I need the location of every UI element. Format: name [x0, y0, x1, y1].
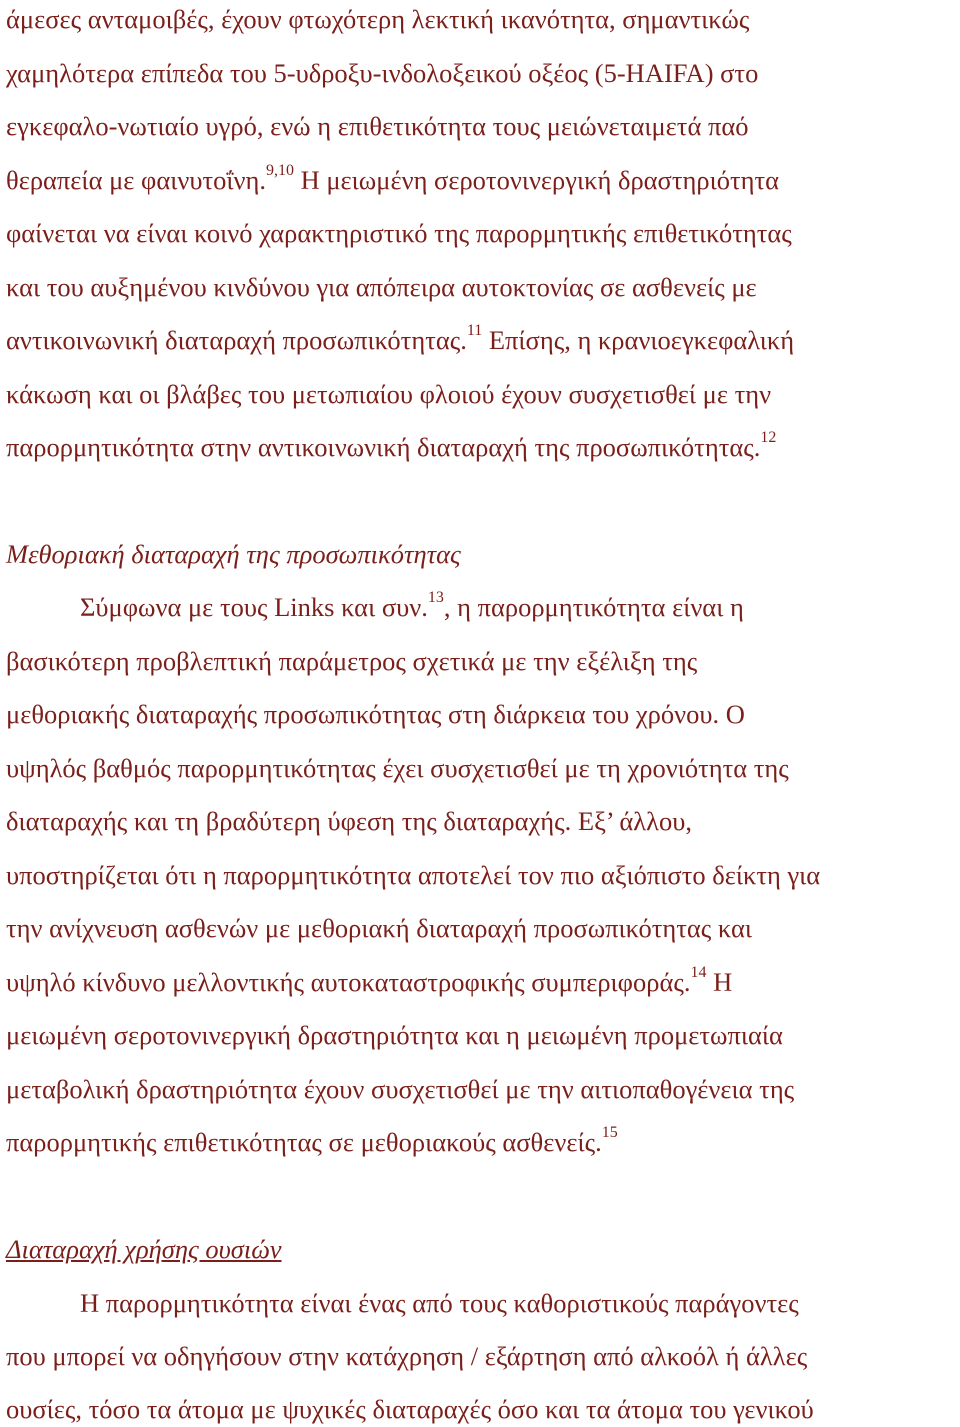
text-line: κάκωση και οι βλάβες του μετωπιαίου φλοιού έχουν συσχετισθεί με την: [6, 379, 772, 409]
text-line: βασικότερη προβλεπτική παράμετρος σχετικά με την εξέλιξη της: [6, 646, 698, 676]
text-line: [6, 163, 779, 197]
text-line: μεθοριακής διαταραχής προσωπικότητας στη διάρκεια του χρόνου. Ο: [6, 699, 745, 729]
text-span: Επίσης, η κρανιοεγκεφαλική: [482, 325, 795, 355]
text-span: υψηλό κίνδυνο μελλοντικής αυτοκαταστροφικής συμπεριφοράς.: [6, 967, 691, 997]
text-line: [6, 430, 776, 464]
text-line: υποστηρίζεται ότι η παρορμητικότητα αποτελεί τον πιο αξιόπιστο δείκτη για: [6, 860, 821, 890]
text-line: φαίνεται να είναι κοινό χαρακτηριστικό της παρορμητικής επιθετικότητας: [6, 218, 792, 248]
section-heading: Μεθοριακή διαταραχή της προσωπικότητας: [6, 539, 461, 569]
text-line: διαταραχής και τη βραδύτερη ύφεση της διαταραχής. Εξ’ άλλου,: [6, 806, 692, 836]
text-line: [80, 590, 744, 624]
citation-ref: 9,10: [265, 162, 294, 180]
text-line: που μπορεί να οδηγήσουν στην κατάχρηση / εξάρτηση από αλκοόλ ή άλλες: [6, 1341, 808, 1371]
text-line: χαμηλότερα επίπεδα του 5-υδροξυ-ινδολοξεικού οξέος (5-HAIFA) στο: [6, 58, 759, 88]
citation-ref: 14: [690, 964, 707, 982]
citation-ref: 15: [601, 1124, 618, 1142]
text-line: και του αυξημένου κινδύνου για απόπειρα αυτοκτονίας σε ασθενείς με: [6, 272, 757, 302]
text-line: άμεσες ανταμοιβές, έχουν φτωχότερη λεκτική ικανότητα, σημαντικώς: [6, 4, 750, 34]
text-line: εγκεφαλο-νωτιαίο υγρό, ενώ η επιθετικότητα τους μειώνεταιμετά παό: [6, 111, 749, 141]
text-line: [6, 323, 794, 357]
section-heading: Διαταραχή χρήσης ουσιών: [6, 1234, 282, 1264]
text-span: παρορμητικής επιθετικότητας σε μεθοριακούς ασθενείς.: [6, 1127, 602, 1157]
text-line: μειωμένη σεροτονινεργική δραστηριότητα και η μειωμένη προμετωπιαία: [6, 1020, 783, 1050]
text-line: [6, 1125, 618, 1159]
citation-ref: 11: [466, 322, 483, 340]
text-line: μεταβολική δραστηριότητα έχουν συσχετισθεί με την αιτιοπαθογένεια της: [6, 1074, 795, 1104]
text-line: [6, 965, 732, 999]
text-line: υψηλός βαθμός παρορμητικότητας έχει συσχετισθεί με τη χρονιότητα της: [6, 753, 789, 783]
text-span: , η παρορμητικότητα είναι η: [443, 592, 744, 622]
text-span: θεραπεία με φαινυτοΐνη.: [6, 165, 266, 195]
text-line: την ανίχνευση ασθενών με μεθοριακή διαταραχή προσωπικότητας και: [6, 913, 752, 943]
text-span: παρορμητικότητα στην αντικοινωνική διαταραχή της προσωπικότητας.: [6, 432, 761, 462]
text-span: αντικοινωνική διαταραχή προσωπικότητας.: [6, 325, 467, 355]
text-span: Η μειωμένη σεροτονινεργική δραστηριότητα: [293, 165, 779, 195]
text-line: ουσίες, τόσο τα άτομα με ψυχικές διαταραχές όσο και τα άτομα του γενικού: [6, 1394, 814, 1424]
text-span: Σύμφωνα με τους Links και συν.: [80, 592, 428, 622]
citation-ref: 13: [427, 589, 444, 607]
text-span: Η: [706, 967, 733, 997]
citation-ref: 12: [760, 429, 777, 447]
text-line: Η παρορμητικότητα είναι ένας από τους καθοριστικούς παράγοντες: [80, 1288, 799, 1318]
